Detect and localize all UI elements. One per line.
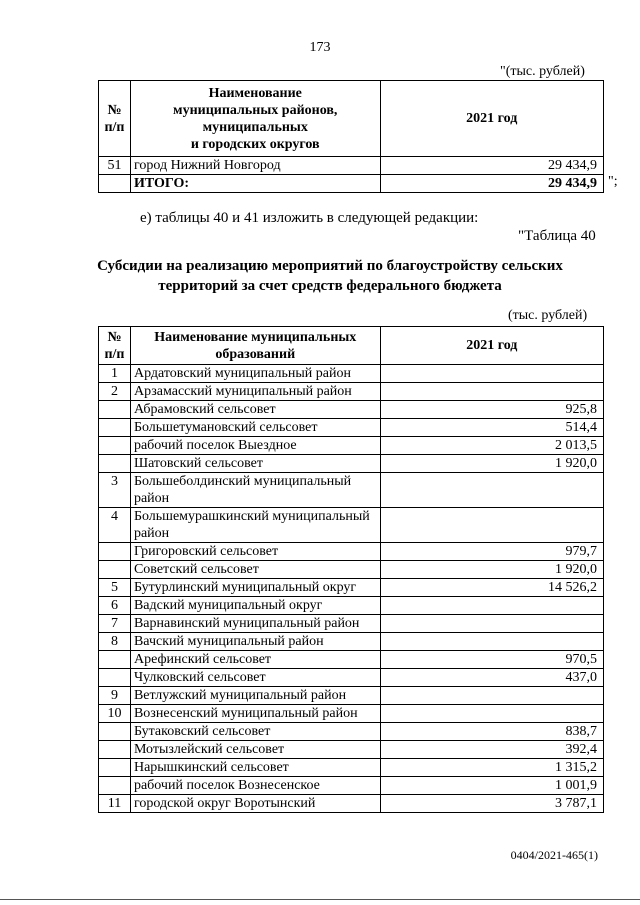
row-name: Ветлужский муниципальный район (130, 687, 380, 705)
row-number (99, 543, 131, 561)
row-name: Мотызлейский сельсовет (130, 741, 380, 759)
table1-closing-quote: "; (608, 174, 618, 189)
row-number (99, 759, 131, 777)
row-value: 1 315,2 (380, 759, 603, 777)
row-name: Арефинский сельсовет (130, 651, 380, 669)
row-value: 437,0 (380, 669, 603, 687)
row-name: город Нижний Новгород (130, 157, 380, 175)
row-number (99, 455, 131, 473)
row-number (99, 437, 131, 455)
row-name: Советский сельсовет (130, 561, 380, 579)
row-value (380, 633, 603, 651)
row-name: Нарышкинский сельсовет (130, 759, 380, 777)
table-row (99, 543, 604, 561)
row-name: Вознесенский муниципальный район (130, 705, 380, 723)
row-value (380, 597, 603, 615)
table-row (99, 157, 604, 175)
row-name: рабочий поселок Вознесенское (130, 777, 380, 795)
table1-head-no: № п/п (99, 81, 131, 157)
table-row (99, 651, 604, 669)
row-value: 1 920,0 (380, 455, 603, 473)
table-row (99, 633, 604, 651)
row-value: 1 920,0 (380, 561, 603, 579)
table-row (99, 419, 604, 437)
row-name: Вадский муниципальный округ (130, 597, 380, 615)
bottom-divider (0, 899, 640, 900)
row-number: 7 (99, 615, 131, 633)
row-value: 514,4 (380, 419, 603, 437)
table1-total-row (99, 175, 604, 193)
row-value (380, 687, 603, 705)
total-label: ИТОГО: (130, 175, 380, 193)
footer-code: 0404/2021-465(1) (510, 848, 598, 862)
row-name: Абрамовский сельсовет (130, 401, 380, 419)
row-name: Арзамасский муниципальный район (130, 383, 380, 401)
table-row (99, 455, 604, 473)
row-value: 925,8 (380, 401, 603, 419)
row-number: 10 (99, 705, 131, 723)
row-number: 5 (99, 579, 131, 597)
row-number: 6 (99, 597, 131, 615)
row-number: 51 (99, 157, 131, 175)
table-row (99, 579, 604, 597)
row-name: Шатовский сельсовет (130, 455, 380, 473)
row-value: 970,5 (380, 651, 603, 669)
table-row (99, 723, 604, 741)
table-row (99, 383, 604, 401)
row-value (380, 473, 603, 508)
table-row (99, 687, 604, 705)
row-name: Вачский муниципальный район (130, 633, 380, 651)
row-value (380, 705, 603, 723)
table2-head-name: Наименование муниципальных образований (130, 327, 380, 365)
row-number: 3 (99, 473, 131, 508)
table1-head-year: 2021 год (380, 81, 603, 157)
table-row (99, 473, 604, 508)
row-number (99, 723, 131, 741)
row-value: 29 434,9 (380, 157, 603, 175)
table-row (99, 508, 604, 543)
table-row (99, 615, 604, 633)
row-value: 1 001,9 (380, 777, 603, 795)
table1-unit: "(тыс. рублей) (500, 64, 585, 79)
row-number: 9 (99, 687, 131, 705)
row-value: 838,7 (380, 723, 603, 741)
table2 (98, 326, 604, 813)
table-label: "Таблица 40 (518, 228, 596, 244)
table2-head-year: 2021 год (380, 327, 603, 365)
row-value: 14 526,2 (380, 579, 603, 597)
document-title: Субсидии на реализацию мероприятий по благоустройству сельских территорий за счет средств федерального бюджета (97, 258, 563, 294)
amendment-paragraph: е) таблицы 40 и 41 изложить в следующей редакции: (140, 210, 479, 226)
row-number: 11 (99, 795, 131, 813)
table-row (99, 437, 604, 455)
table-row (99, 401, 604, 419)
table-row (99, 561, 604, 579)
row-value (380, 383, 603, 401)
row-number (99, 669, 131, 687)
table-row (99, 759, 604, 777)
table-row (99, 777, 604, 795)
table2-head-no: № п/п (99, 327, 131, 365)
row-number: 1 (99, 365, 131, 383)
row-name: Григоровский сельсовет (130, 543, 380, 561)
table-row (99, 597, 604, 615)
row-value (380, 508, 603, 543)
table-row (99, 705, 604, 723)
total-value: 29 434,9 (380, 175, 603, 193)
row-number (99, 401, 131, 419)
row-number (99, 561, 131, 579)
row-value: 3 787,1 (380, 795, 603, 813)
row-number: 2 (99, 383, 131, 401)
row-name: Чулковский сельсовет (130, 669, 380, 687)
row-name: Варнавинский муниципальный район (130, 615, 380, 633)
row-name: рабочий поселок Выездное (130, 437, 380, 455)
row-name: Большетумановский сельсовет (130, 419, 380, 437)
row-number: 8 (99, 633, 131, 651)
row-number: 4 (99, 508, 131, 543)
table-row (99, 741, 604, 759)
row-number (99, 419, 131, 437)
page-number: 173 (309, 40, 331, 55)
table1-head-name: Наименование муниципальных районов, муниципальных и городских округов (130, 81, 380, 157)
row-name: Бутурлинский муниципальный округ (130, 579, 380, 597)
row-value: 2 013,5 (380, 437, 603, 455)
table-row (99, 365, 604, 383)
row-value: 392,4 (380, 741, 603, 759)
row-number (99, 741, 131, 759)
row-name: Большемурашкинский муниципальный район (130, 508, 380, 543)
table2-body (99, 365, 604, 813)
row-number (99, 651, 131, 669)
row-name: городской округ Воротынский (130, 795, 380, 813)
row-name: Ардатовский муниципальный район (130, 365, 380, 383)
row-name: Большеболдинский муниципальный район (130, 473, 380, 508)
table2-unit: (тыс. рублей) (508, 308, 588, 323)
table-row (99, 669, 604, 687)
table1 (98, 80, 604, 193)
row-value: 979,7 (380, 543, 603, 561)
row-name: Бутаковский сельсовет (130, 723, 380, 741)
row-value (380, 365, 603, 383)
row-value (380, 615, 603, 633)
table-row (99, 795, 604, 813)
row-number (99, 777, 131, 795)
